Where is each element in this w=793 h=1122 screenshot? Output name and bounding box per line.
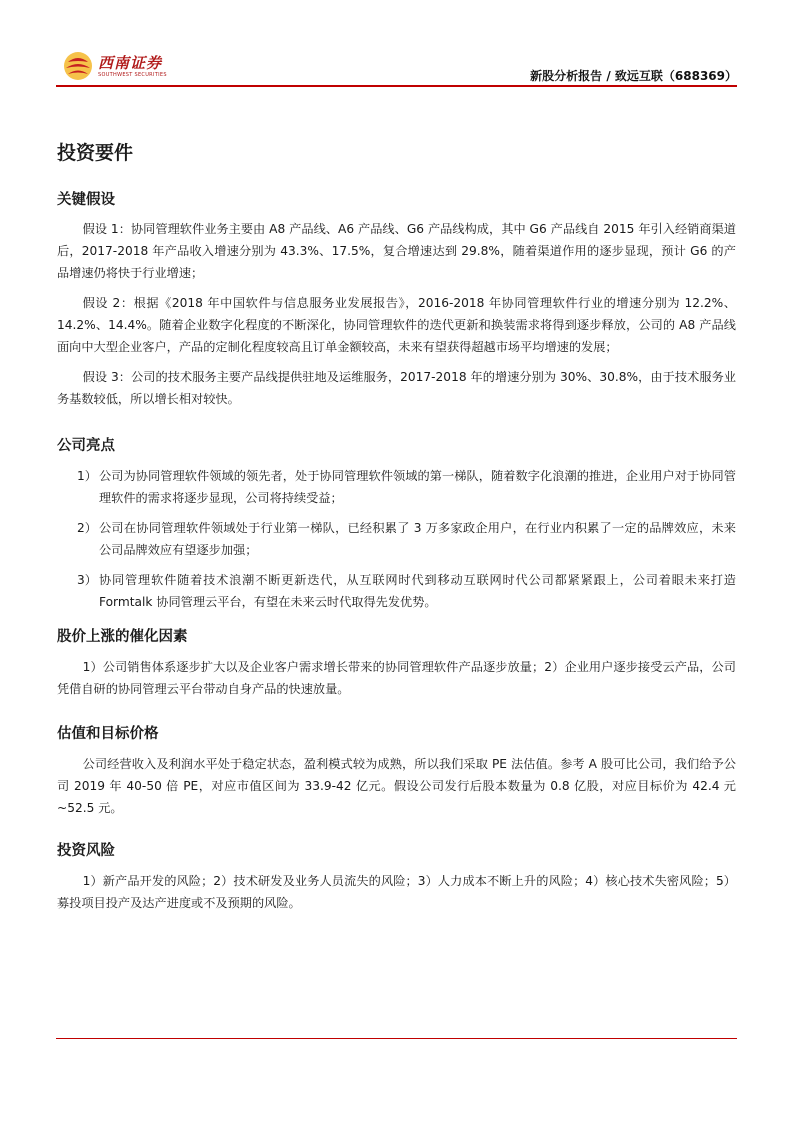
header-divider — [56, 85, 737, 87]
assumption-paragraph: 假设 3：公司的技术服务主要产品线提供驻地及运维服务，2017-2018 年的增速分别为 30%、30.8%，由于技术服务业务基数较低，所以增长相对较快。 — [57, 370, 736, 406]
list-item — [57, 517, 736, 561]
highlights-section — [57, 434, 736, 613]
section-heading: 投资风险 — [57, 843, 115, 859]
list-item-number: 1） — [77, 469, 97, 483]
logo-text-cn: 西南证券 — [98, 54, 163, 72]
page-header — [56, 40, 737, 88]
company-logo — [62, 48, 192, 84]
section-heading: 公司亮点 — [57, 438, 115, 454]
list-item-number: 2） — [77, 521, 97, 535]
key-assumptions-section — [57, 188, 736, 410]
list-item — [57, 569, 736, 613]
assumption-paragraph: 假设 1：协同管理软件业务主要由 A8 产品线、A6 产品线、G6 产品线构成，其中 G6 产品线自 2015 年引入经销商渠道后，2017-2018 年产品收入增速分别为 43.3%、17.5%，复合增速达到 29.8%，随着渠道作用的逐步显现，预计 G6 的产品增速仍将快于行业增速； — [57, 222, 736, 280]
main-content — [57, 138, 736, 914]
page-title: 投资要件 — [57, 142, 134, 164]
catalysts-paragraph: 1）公司销售体系逐步扩大以及企业客户需求增长带来的协同管理软件产品逐步放量；2）企业用户逐步接受云产品，公司凭借自研的协同管理云平台带动自身产品的快速放量。 — [57, 660, 736, 696]
logo-emblem-icon — [62, 50, 94, 82]
risks-section — [57, 839, 736, 914]
risks-paragraph: 1）新产品开发的风险；2）技术研发及业务人员流失的风险；3）人力成本不断上升的风险；4）核心技术失密风险；5）募投项目投产及达产进度或不及预期的风险。 — [57, 874, 736, 910]
list-item-number: 3） — [77, 573, 97, 587]
section-heading: 股价上涨的催化因素 — [57, 629, 188, 645]
report-title: 新股分析报告 / 致远互联（688369） — [530, 69, 737, 83]
list-item-text: 公司为协同管理软件领域的领先者，处于协同管理软件领域的第一梯队，随着数字化浪潮的推进，企业用户对于协同管理软件的需求将逐步显现，公司将持续受益； — [99, 469, 736, 505]
footer-divider — [56, 1038, 737, 1039]
list-item-text: 协同管理软件随着技术浪潮不断更新迭代，从互联网时代到移动互联网时代公司都紧紧跟上，公司着眼未来打造 Formtalk 协同管理云平台，有望在未来云时代取得先发优势。 — [99, 573, 736, 609]
valuation-section — [57, 722, 736, 819]
logo-text-en: SOUTHWEST SECURITIES — [98, 72, 167, 78]
catalysts-section — [57, 625, 736, 700]
section-heading: 估值和目标价格 — [57, 726, 159, 742]
highlights-list — [57, 465, 736, 613]
list-item-text: 公司在协同管理软件领域处于行业第一梯队，已经积累了 3 万多家政企用户，在行业内积累了一定的品牌效应，未来公司品牌效应有望逐步加强； — [99, 521, 736, 557]
valuation-paragraph: 公司经营收入及利润水平处于稳定状态，盈利模式较为成熟，所以我们采取 PE 法估值。参考 A 股可比公司，我们给予公司 2019 年 40-50 倍 PE，对应市值区间为 33.9-42 亿元。假设公司发行后股本数量为 0.8 亿股，对应目标价为 42.4 元~52.5 元。 — [57, 757, 736, 815]
assumption-paragraph: 假设 2：根据《2018 年中国软件与信息服务业发展报告》，2016-2018 年协同管理软件行业的增速分别为 12.2%、14.2%、14.4%。随着企业数字化程度的不断深化，协同管理软件的迭代更新和换装需求将得到逐步释放，公司的 A8 产品线面向中大型企业客户，产品的定制化程度较高且订单金额较高，未来有望获得超越市场平均增速的发展； — [57, 296, 736, 354]
section-heading: 关键假设 — [57, 192, 115, 208]
list-item — [57, 465, 736, 509]
